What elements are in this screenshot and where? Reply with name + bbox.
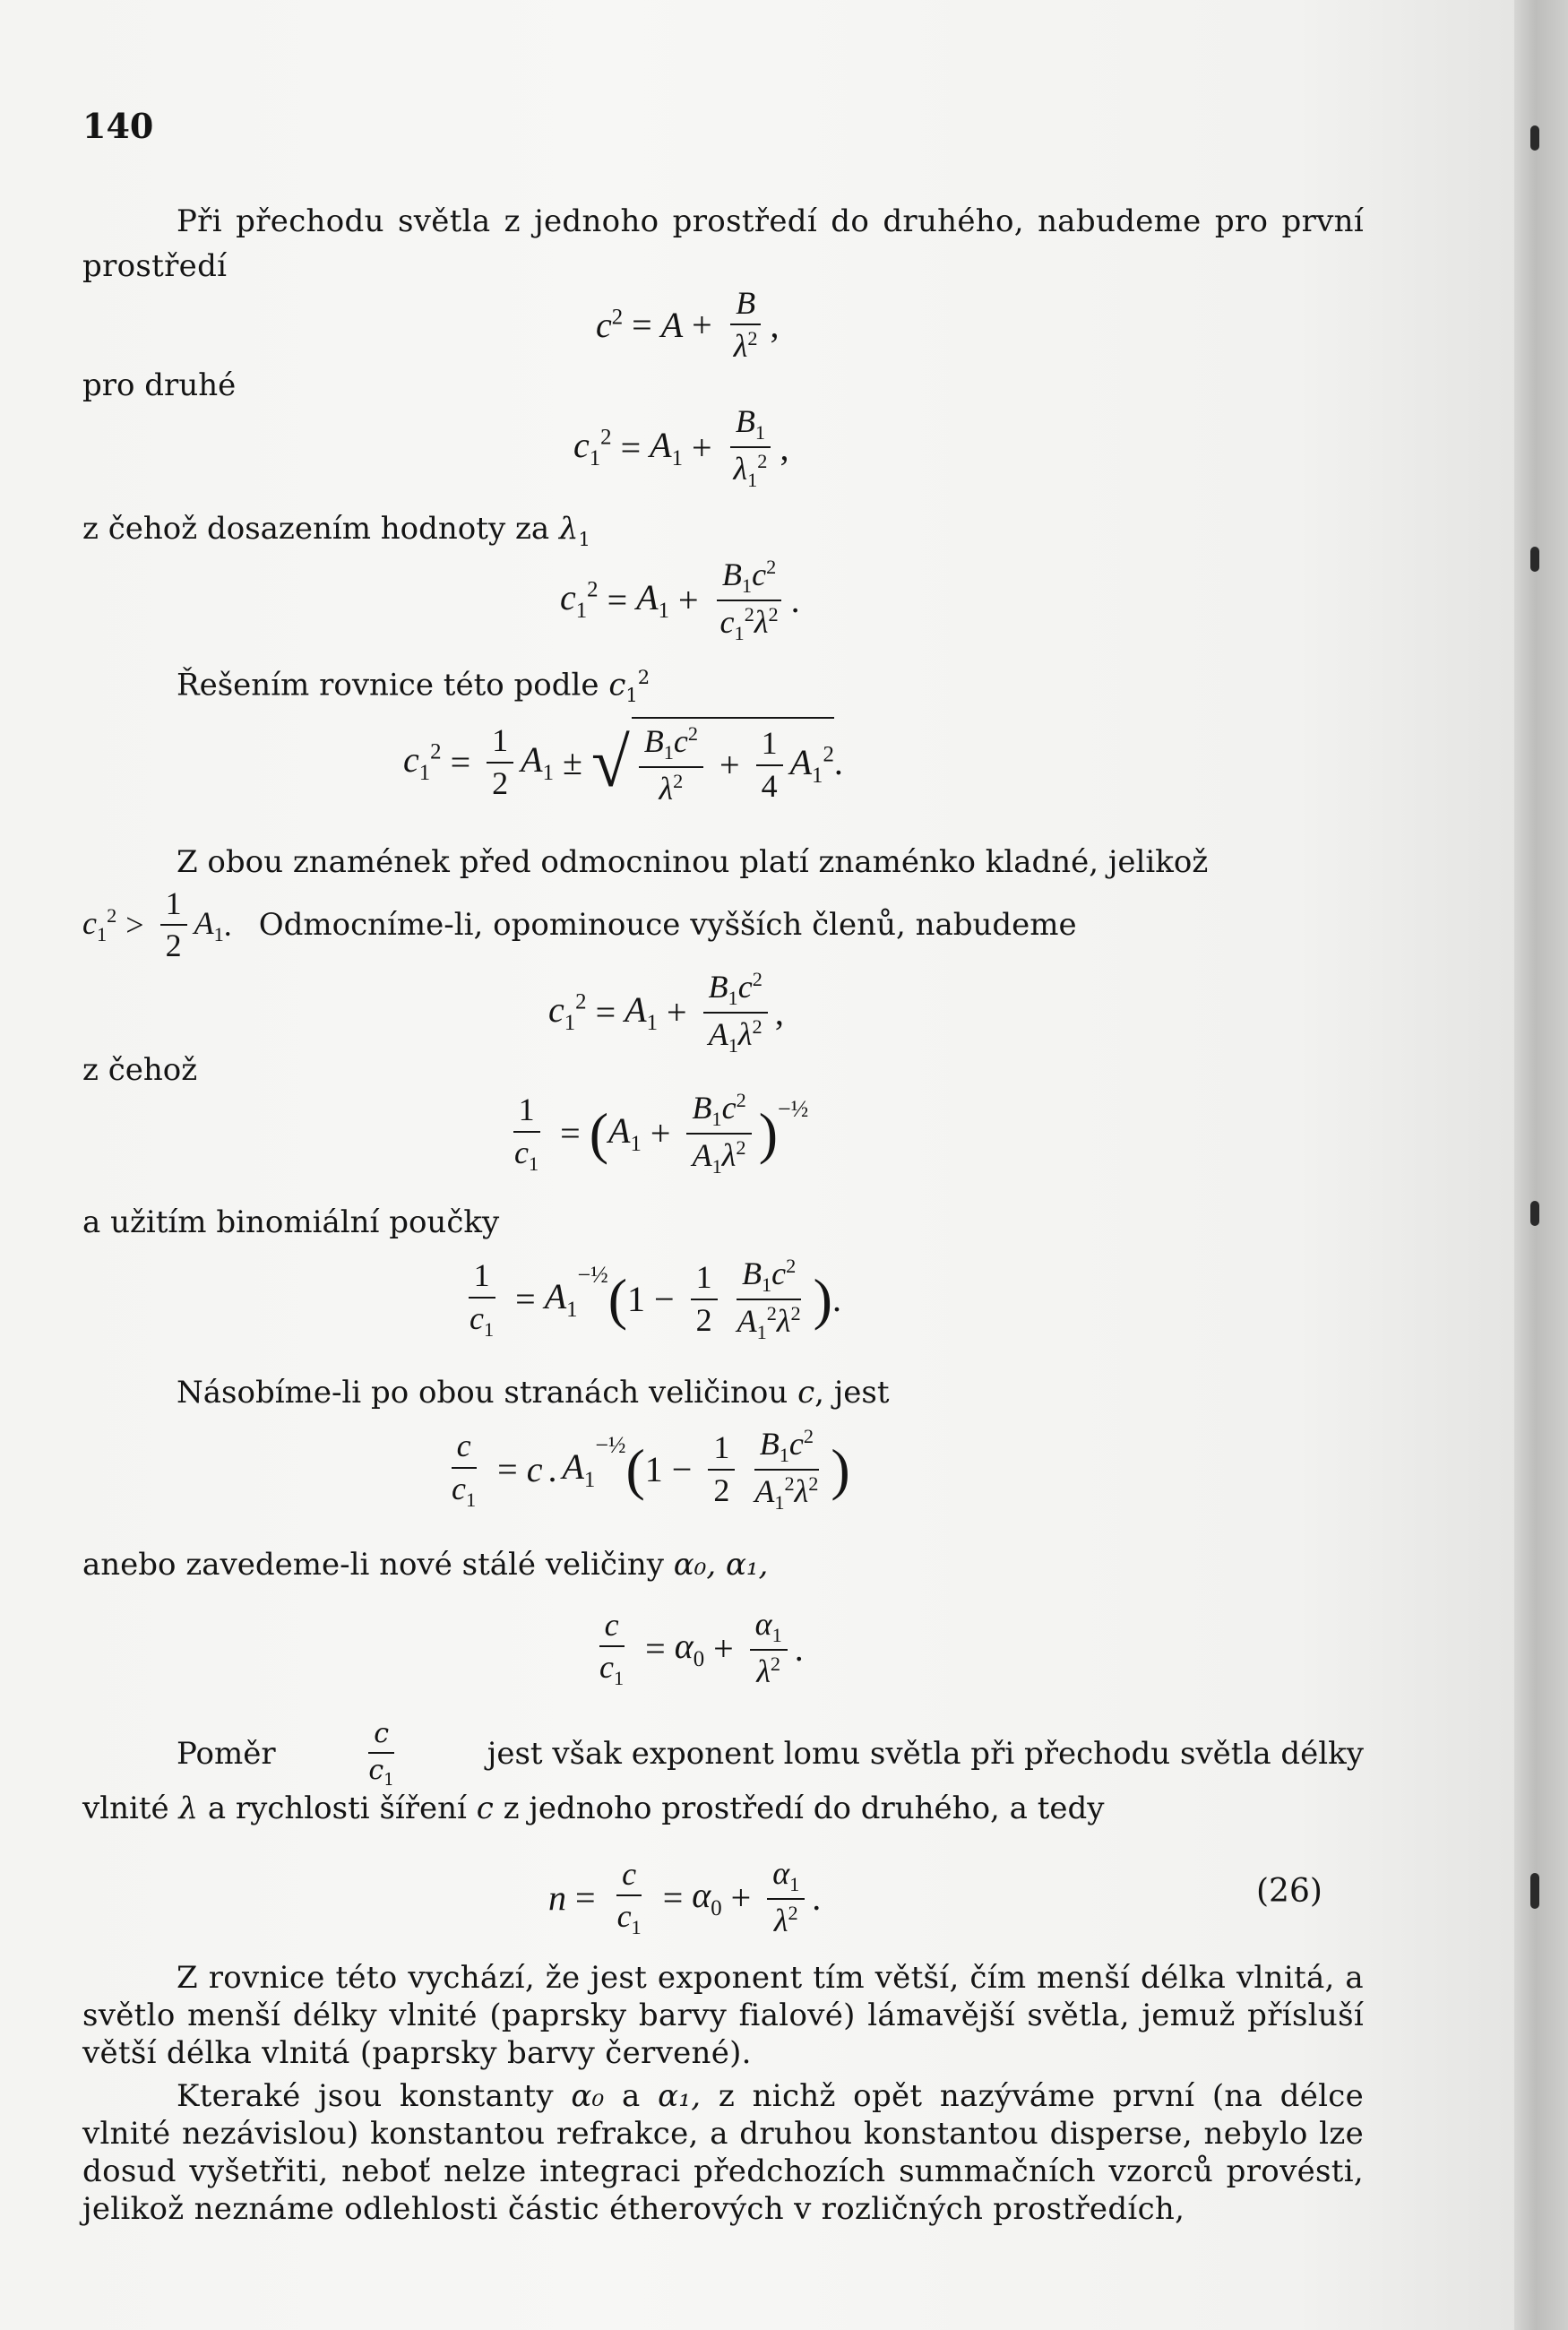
paragraph-conclusion: Z rovnice této vychází, že jest exponent tím větší, čím menší délka vlnitá, a světlo menší délky vlnité (paprsky barvy fialové) lámavější světla, jemuž přísluší větší délka vlnitá (paprsky barvy červené). bbox=[82, 1960, 1364, 2071]
label-z-cehoz: z čehož bbox=[82, 1052, 198, 1088]
equation-c1-squared: $c_1^2$ = $A_1$ + $\frac{B_1}{\lambda_1^2}$ , bbox=[573, 403, 789, 492]
line-wavelength: vlnité λ a rychlosti šíření c z jednoho prostředí do druhého, a tedy bbox=[82, 1791, 1105, 1826]
line-sign-choice: Z obou znamének před odmocninou platí znaménko kladné, jelikož bbox=[177, 844, 1209, 880]
equation-c2: $c^2$ = A + $\frac{B}{\lambda^2}$ , bbox=[596, 285, 780, 365]
equation-binomial-expansion: $\frac{1}{c_1}$ = $A_1$ $^{-\frac{1}{2}}$ ( 1 − $\frac{1}{2}$ $\frac{B_1c^2}{A_1^2\lambda^2}$ ) . bbox=[470, 1255, 841, 1344]
line-new-constants: anebo zavedeme-li nové stálé veličiny α₀, α₁, bbox=[82, 1547, 769, 1583]
inequality-c1: $c_1^2$ > $\frac{1}{2}$ $A_1$ . Odmocníme-li, opominouce vyšších členů, nabudeme bbox=[82, 885, 1077, 964]
equation-c-over-c1: $\frac{c}{c_1}$ = c . $A_1$ $^{-\frac{1}{2}}$ ( 1 − $\frac{1}{2}$ $\frac{B_1c^2}{A_1^2\lambda^2}$ ) bbox=[452, 1425, 850, 1514]
line-substitution: z čehož dosazením hodnoty za $\lambda_1$ bbox=[82, 511, 590, 550]
equation-number: (26) bbox=[1256, 1873, 1322, 1910]
line-multiply: Násobíme-li po obou stranách veličinou c, jest bbox=[177, 1375, 890, 1411]
equation-refractive-index: n = $\frac{c}{c_1}$ = $\alpha_0$ + $\frac{\alpha_1}{\lambda^2}$ . bbox=[548, 1855, 822, 1939]
line-solving: Řešením rovnice této podle $c_1^2$ bbox=[177, 666, 650, 707]
square-root: √ $\frac{B_1c^2}{\lambda^2}$ + $\frac{1}{4}$ $A_1^2$ bbox=[591, 717, 834, 807]
equation-inverse-c1: $\frac{1}{c_1}$ = ( $A_1$ + $\frac{B_1c^2}{A_1\lambda^2}$ ) $^{-\frac{1}{2}}$ bbox=[514, 1089, 809, 1178]
equation-c1-approx: $c_1^2$ = $A_1$ + $\frac{B_1c^2}{A_1\lambda^2}$ , bbox=[548, 968, 784, 1057]
equation-alpha: $\frac{c}{c_1}$ = $\alpha_0$ + $\frac{\alpha_1}{\lambda^2}$ . bbox=[599, 1606, 804, 1690]
paragraph-constants: Kteraké jsou konstanty α₀ a α₁, z nichž opět nazýváme první (na délce vlnité nezávislou) konstantou refrakce, a druhou konstantou disperse, nebylo lze dosud vyšetřiti, neboť nelze integraci předchozích summačních vzorců provésti, jelikož neznáme odlehlosti částic étherových v rozličných prostředích, bbox=[82, 2078, 1365, 2227]
line-binomial: a užitím binomiální poučky bbox=[82, 1204, 500, 1240]
label-pro-druhe: pro druhé bbox=[82, 367, 237, 403]
equation-c1-substituted: $c_1^2$ = $A_1$ + $\frac{B_1c^2}{c_1^2\lambda^2}$ . bbox=[560, 556, 800, 645]
paragraph-intro: Při přechodu světla z jednoho prostředí do druhého, nabudeme pro první prostředí bbox=[82, 203, 1364, 284]
page-number: 140 bbox=[82, 106, 154, 146]
equation-c1-root: $c_1^2$ = $\frac{1}{2}$ $A_1$ ± √ $\frac{B_1c^2}{\lambda^2}$ + $\frac{1}{4}$ $A_1^2$ . bbox=[403, 717, 843, 807]
line-ratio: Poměr $\frac{c}{c_1}$ jest však exponent lomu světla při přechodu světla délky bbox=[177, 1718, 1364, 1790]
book-page-edge bbox=[1514, 0, 1568, 2330]
